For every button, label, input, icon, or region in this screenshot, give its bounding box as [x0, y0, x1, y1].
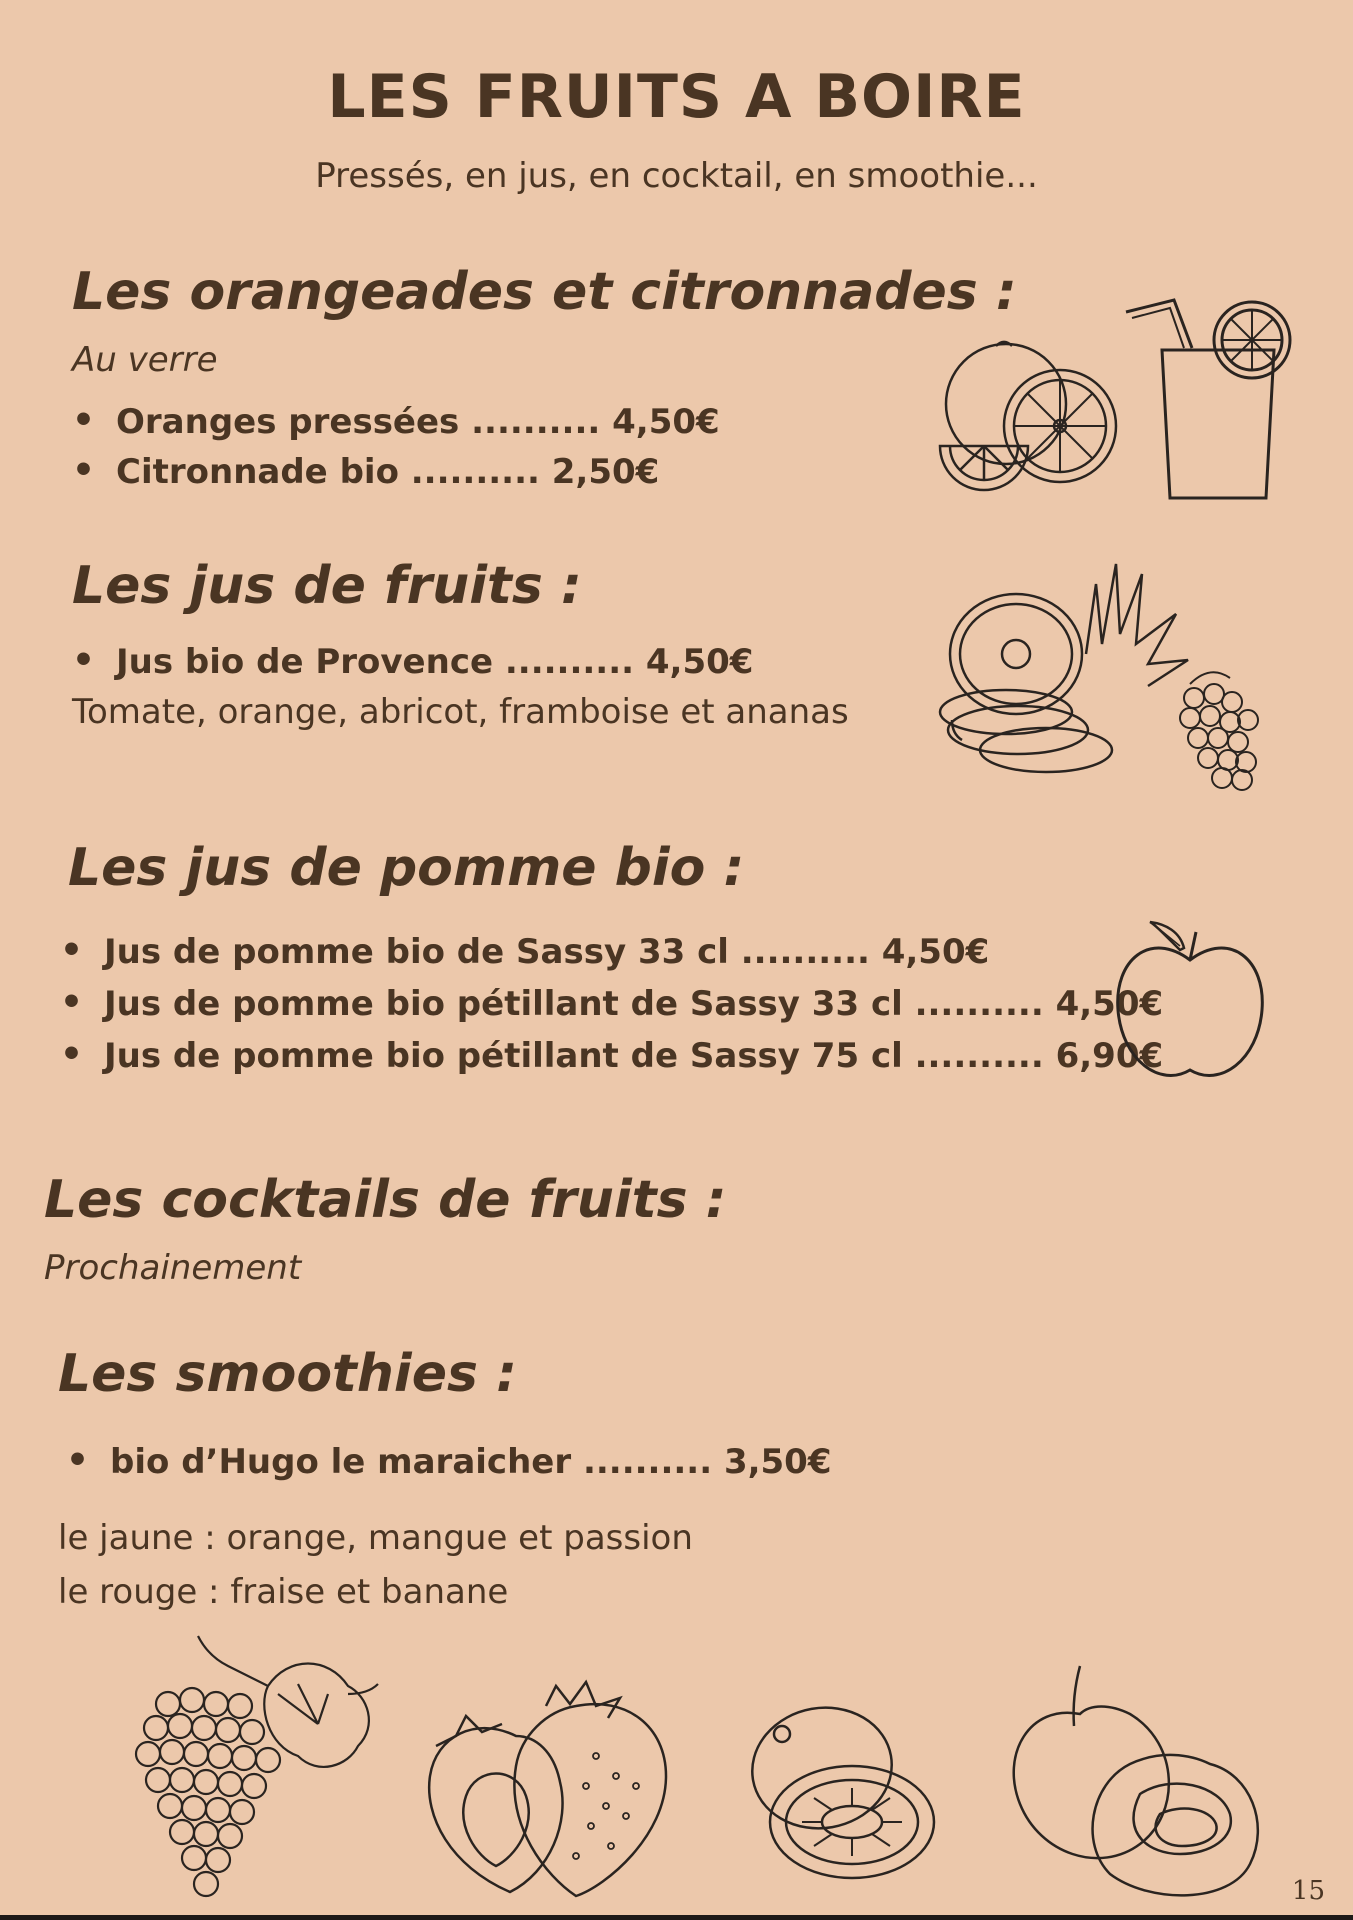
- section-title-jus-pomme: Les jus de pomme bio :: [68, 838, 745, 898]
- list-item: • bio d’Hugo le maraicher .......... 3,50€: [66, 1442, 832, 1482]
- list-item: • Jus bio de Provence .......... 4,50€: [72, 642, 753, 682]
- juice-glass-icon: [1122, 288, 1292, 508]
- list-item: • Jus de pomme bio pétillant de Sassy 75 cl .......... 6,90€: [60, 1036, 1163, 1076]
- smoothie-jaune-note: le jaune : orange, mangue et passion: [58, 1518, 693, 1558]
- apple-icon: [1110, 920, 1270, 1090]
- list-item: • Citronnade bio .......... 2,50€: [72, 452, 720, 492]
- list-item: • Jus de pomme bio pétillant de Sassy 33 cl .......... 4,50€: [60, 984, 1163, 1024]
- smoothie-rouge-note: le rouge : fraise et banane: [58, 1572, 509, 1612]
- section-note-au-verre: Au verre: [72, 340, 218, 380]
- grapes-icon: [128, 1634, 388, 1904]
- section-title-orangeades: Les orangeades et citronnades :: [72, 262, 1017, 322]
- section-title-jus-fruits: Les jus de fruits :: [72, 556, 582, 616]
- jus-fruits-description: Tomate, orange, abricot, framboise et ananas: [72, 692, 849, 732]
- list-item: • Oranges pressées .......... 4,50€: [72, 402, 720, 442]
- cocktails-note: Prochainement: [44, 1248, 302, 1288]
- jus-fruits-list: [72, 642, 753, 682]
- oranges-icon: [936, 336, 1126, 506]
- peaches-icon: [1010, 1664, 1280, 1904]
- section-title-cocktails: Les cocktails de fruits :: [44, 1170, 727, 1230]
- orangeades-list: [72, 402, 720, 492]
- list-item: • Jus de pomme bio de Sassy 33 cl .......... 4,50€: [60, 932, 1163, 972]
- page-subtitle: Pressés, en jus, en cocktail, en smoothie...: [315, 156, 1038, 196]
- section-title-smoothies: Les smoothies :: [58, 1344, 517, 1404]
- strawberries-icon: [426, 1676, 676, 1906]
- page-title: LES FRUITS A BOIRE: [327, 62, 1026, 132]
- raspberry-icon: [1170, 664, 1270, 794]
- jus-pomme-list: [60, 932, 1163, 1076]
- kiwi-icon: [748, 1698, 938, 1888]
- bottom-rule: [0, 1915, 1353, 1920]
- page-number: 15: [1291, 1876, 1325, 1906]
- smoothies-list: [66, 1442, 832, 1482]
